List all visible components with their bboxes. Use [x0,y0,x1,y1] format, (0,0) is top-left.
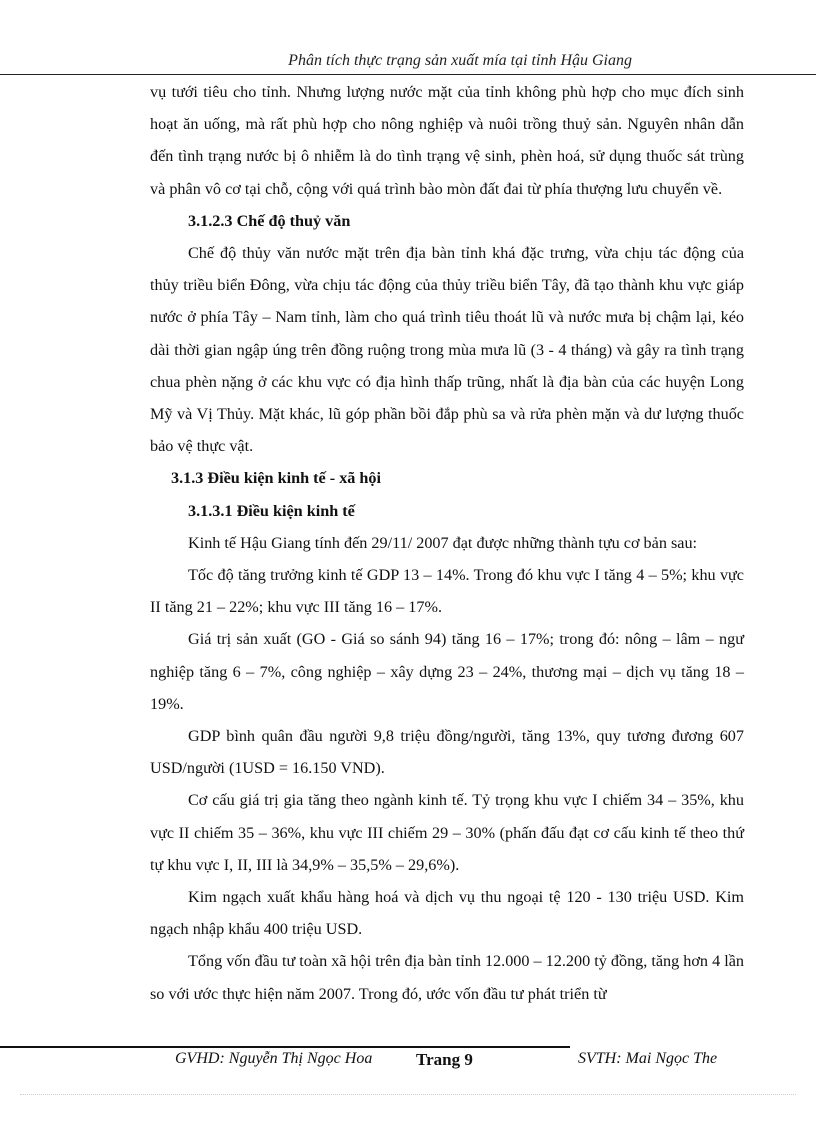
paragraph-gdp-growth: Tốc độ tăng trưởng kinh tế GDP 13 – 14%. Trong đó khu vực I tăng 4 – 5%; khu vực II tăng 21 – 22%; khu vực III tăng 16 – 17%. [150,566,744,617]
paragraph-continuation: vụ tưới tiêu cho tỉnh. Nhưng lượng nước mặt của tỉnh không phù hợp cho mục đích sinh hoạt ăn uống, mà rất phù hợp cho nông nghiệp và nuôi trồng thuỷ sản. Nguyên nhân dẫn đến tình trạng nước bị ô nhiễm là do tình trạng vệ sinh, phèn hoá, sử dụng thuốc sát trùng và phân vô cơ tại chỗ, cộng với quá trình bào mòn đất đai từ phía thượng lưu chuyển về. [150,83,744,198]
paragraph-investment: Tổng vốn đầu tư toàn xã hội trên địa bàn tỉnh 12.000 – 12.200 tỷ đồng, tăng hơn 4 lần so với ước thực hiện năm 2007. Trong đó, ước vốn đầu tư phát triển từ [150,952,744,1003]
page-footer [0,1050,816,1074]
paragraph-production-value: Giá trị sản xuất (GO - Giá so sánh 94) tăng 16 – 17%; trong đó: nông – lâm – ngư nghiệp tăng 6 – 7%, công nghiệp – xây dựng 23 – 24%, thương mại – dịch vụ tăng 18 – 19%. [150,630,744,713]
paragraph-export-import: Kim ngạch xuất khẩu hàng hoá và dịch vụ thu ngoại tệ 120 - 130 triệu USD. Kim ngạch nhập khẩu 400 triệu USD. [150,888,744,939]
paragraph-hydrology: Chế độ thủy văn nước mặt trên địa bàn tỉnh khá đặc trưng, vừa chịu tác động của thủy triều biển Đông, vừa chịu tác động của thủy triều biển Tây, đã tạo thành khu vực giáp nước ở phía Tây – Nam tỉnh, làm cho quá trình tiêu thoát lũ và nước mưa bị chậm lại, kéo dài thời gian ngập úng trên đồng ruộng trong mùa mưa lũ (3 - 4 tháng) và gây ra tình trạng chua phèn nặng ở các khu vực có địa hình thấp trũng, nhất là địa bàn của các huyện Long Mỹ và Vị Thủy. Mặt khác, lũ góp phần bồi đắp phù sa và rửa phèn mặn và dư lượng thuốc bảo vệ thực vật. [150,244,744,456]
page-body [150,76,744,1010]
heading-socioeconomic: 3.1.3 Điều kiện kinh tế - xã hội [171,469,382,488]
student-name: SVTH: Mai Ngọc The [578,1050,718,1067]
page-number: Trang 9 [416,1050,473,1069]
paragraph-economic-structure: Cơ cấu giá trị gia tăng theo ngành kinh tế. Tỷ trọng khu vực I chiếm 34 – 35%, khu vực II chiếm 35 – 36%, khu vực III chiếm 29 – 30% (phấn đấu đạt cơ cấu kinh tế theo thứ tự khu vực I, II, III là 34,9% – 35,5% – 29,6%). [150,791,744,874]
document-title: Phân tích thực trạng sản xuất mía tại tỉnh Hậu Giang [288,52,632,69]
heading-hydrology: 3.1.2.3 Chế độ thuỷ văn [188,211,351,230]
paragraph-gdp-per-capita: GDP bình quân đầu người 9,8 triệu đồng/người, tăng 13%, quy tương đương 607 USD/người (1USD = 16.150 VND). [150,727,744,778]
paragraph-economy-intro: Kinh tế Hậu Giang tính đến 29/11/ 2007 đạt được những thành tựu cơ bản sau: [188,533,698,552]
header-divider [0,74,816,75]
page-bottom-border [20,1094,796,1095]
heading-economic-conditions: 3.1.3.1 Điều kiện kinh tế [188,501,355,520]
footer-divider [0,1046,570,1048]
advisor-name: GVHD: Nguyễn Thị Ngọc Hoa [175,1050,373,1067]
